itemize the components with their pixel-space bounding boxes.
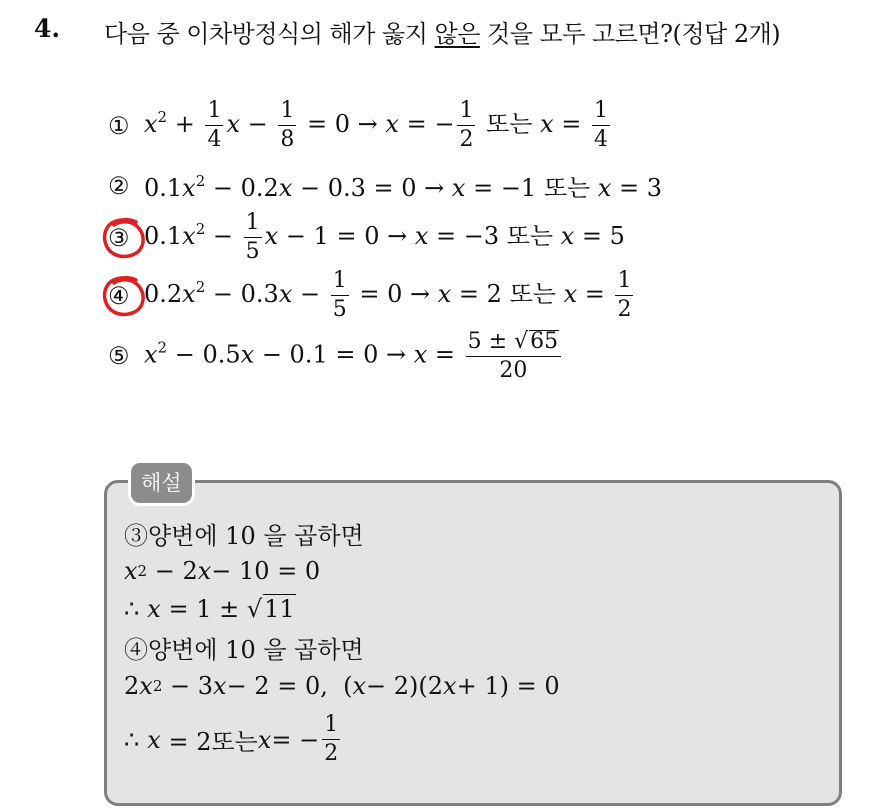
question-text-underlined: 않은 [434, 20, 480, 48]
choice-3-equation: $0.1x^2$ − $\frac{1}{5}$ x − 1 = 0 → x = −3 또는 x = 5 [144, 210, 625, 264]
explanation-line-4: ④양변에 10 을 곱하면 [124, 636, 364, 664]
choice-4-equation: $0.2x^2 - 0.3x$ − $\frac{1}{5}$ = 0 → x = 2 또는 x = $\frac{1}{2}$ [144, 268, 632, 322]
question-text-before: 다음 중 이차방정식의 해가 옳지 [104, 20, 435, 48]
question-number: 4. [34, 14, 61, 43]
choice-2-equation: $0.1x^2 - 0.2x - 0.3 = 0 \to x = -1$ 또는 x = 3 [144, 172, 663, 202]
explanation-line-2: x 2 − 2 x − 10 = 0 [124, 557, 321, 585]
choice-4-mark: ④ [108, 281, 130, 310]
choice-2-mark: ② [108, 171, 130, 200]
choice-3[interactable] [108, 212, 625, 263]
question-text-after: 것을 모두 고르면?(정답 2개) [479, 20, 781, 48]
explanation-line-3: ∴ x = 1 ± √ 11 [124, 594, 295, 623]
choice-1-equation: $x^2$ + $\frac{1}{4}$ x − $\frac{1}{8}$ = 0 → x = − $\frac{1}{2}$ 또는 x = $\frac{1}{4}$ [144, 98, 608, 152]
choice-2[interactable] [108, 168, 662, 203]
explanation-line-1: ③양변에 10 을 곱하면 [124, 522, 364, 550]
choice-5[interactable] [108, 330, 564, 382]
question-text [104, 14, 780, 49]
choice-4[interactable] [108, 270, 636, 321]
choice-5-mark: ⑤ [108, 342, 130, 370]
explanation-line-5: 2 x 2 − 3 x − 2 = 0, ( x − 2)(2 x + 1) = 0 [124, 672, 560, 700]
choice-1-mark: ① [108, 111, 130, 140]
choice-1[interactable] [108, 100, 613, 151]
choice-5-equation: $x^2 - 0.5x - 0.1 = 0 \to x$ = $\frac{5 \pm √65}{20}$ [144, 330, 564, 382]
explanation-line-6: ∴ x = 2또는 x = − $\frac{1}{2}$ [124, 712, 339, 766]
choice-3-mark: ③ [108, 223, 130, 252]
explanation-tag: 해설 [128, 460, 195, 506]
